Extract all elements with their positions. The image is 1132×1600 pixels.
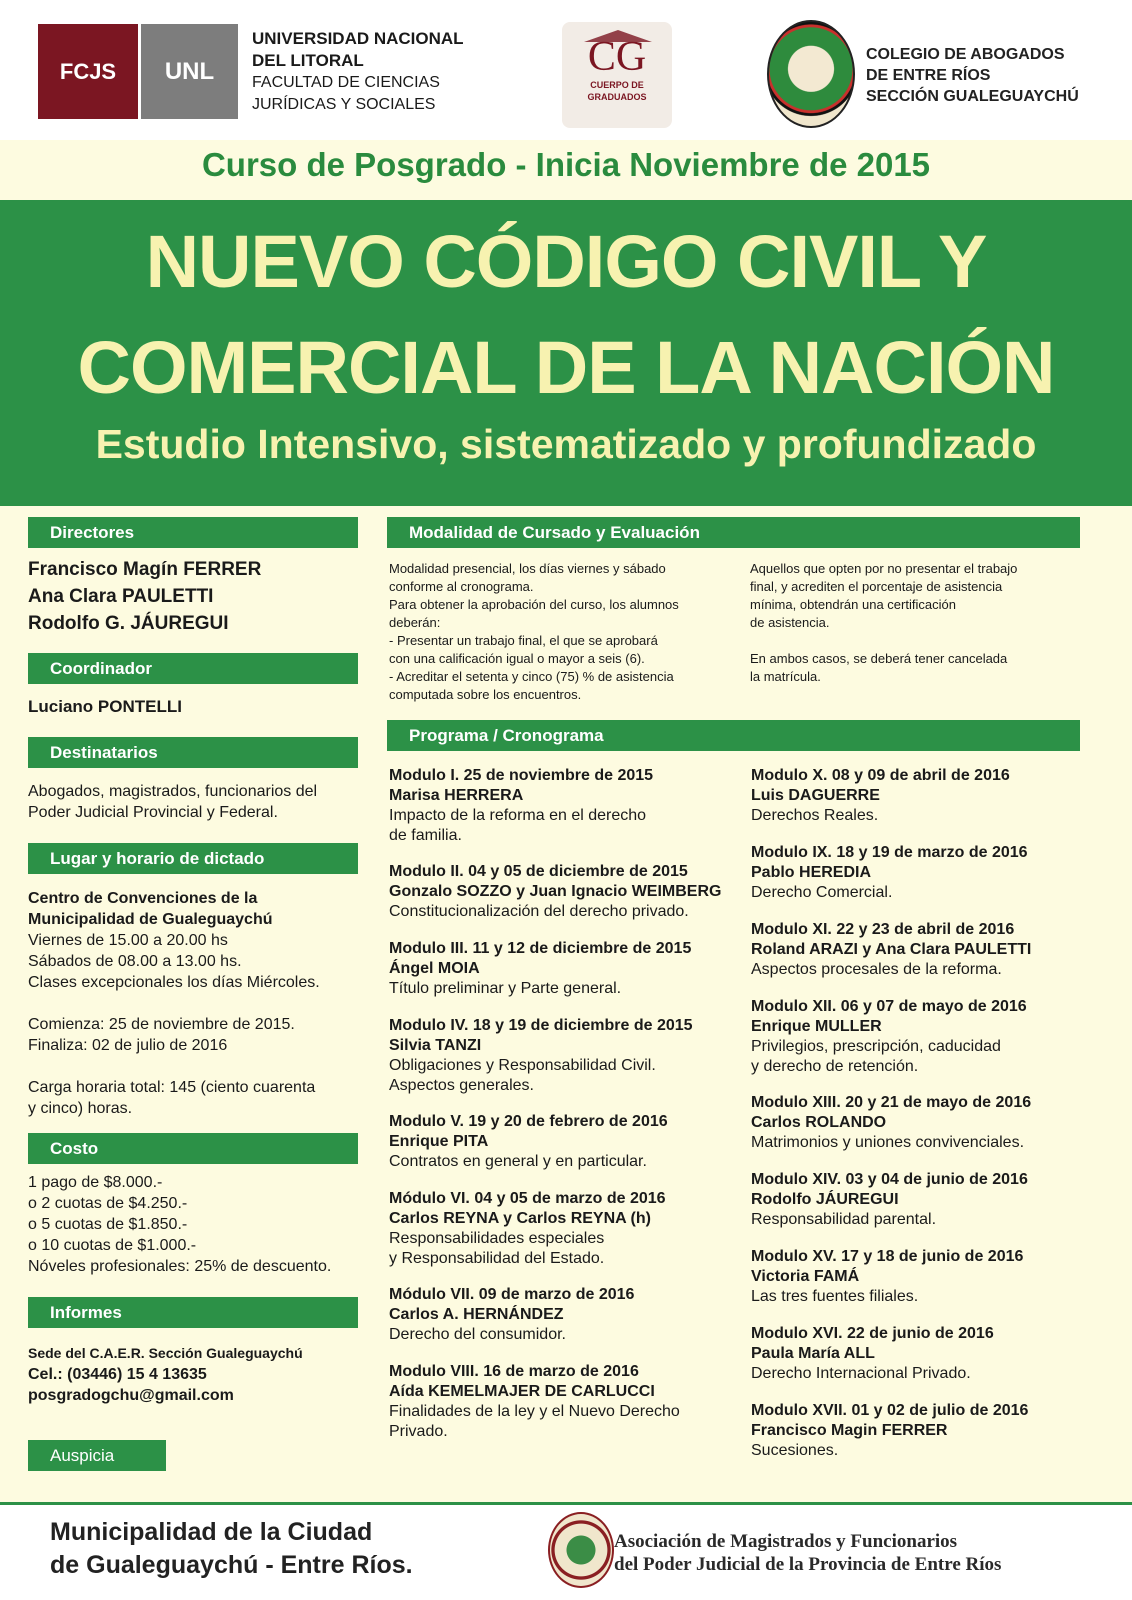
- university-name: [252, 28, 464, 116]
- end-date: Finaliza: 02 de julio de 2016: [28, 1037, 228, 1054]
- module-block: [751, 766, 1111, 826]
- module-block: [389, 939, 749, 999]
- module-desc: y derecho de retención.: [751, 1058, 919, 1075]
- modalidad-line: Modalidad presencial, los días viernes y sábado: [389, 561, 666, 576]
- destinatarios-text: [28, 781, 317, 823]
- title-subtitle: Estudio Intensivo, sistematizado y profundizado: [95, 421, 1037, 467]
- unl-logo: [141, 24, 238, 119]
- schedule-line: Clases excepcionales los días Miércoles.: [28, 974, 320, 991]
- module-desc: Derecho Internacional Privado.: [751, 1365, 971, 1382]
- title-line-2: COMERCIAL DE LA NACIÓN: [77, 326, 1055, 409]
- modalidad-line: Para obtener la aprobación del curso, los alumnos: [389, 597, 679, 612]
- informes-heading: Informes: [28, 1297, 358, 1328]
- municipalidad-name: [50, 1516, 413, 1582]
- module-block: [389, 862, 749, 922]
- module-desc: Responsabilidades especiales: [389, 1230, 605, 1247]
- director-name: Francisco Magín FERRER: [28, 559, 262, 580]
- faculty-line: JURÍDICAS Y SOCIALES: [252, 96, 436, 113]
- modalidad-line: Aquellos que opten por no presentar el trabajo: [750, 561, 1018, 576]
- module-title: Modulo XVI. 22 de junio de 2016: [751, 1325, 994, 1342]
- cuerpo-graduados-logo: [562, 22, 672, 128]
- fcjs-logo-text: FCJS: [59, 58, 117, 84]
- destinatarios-line: Abogados, magistrados, funcionarios del: [28, 783, 318, 800]
- module-block: [751, 1324, 1111, 1384]
- module-title: Modulo XVII. 01 y 02 de julio de 2016: [751, 1402, 1029, 1419]
- module-title: Modulo I. 25 de noviembre de 2015: [389, 767, 654, 784]
- module-professor: Gonzalo SOZZO y Juan Ignacio WEIMBERG: [389, 883, 722, 900]
- module-title: Modulo XIV. 03 y 04 de junio de 2016: [751, 1171, 1028, 1188]
- coordinador-heading: Coordinador: [28, 653, 358, 684]
- destinatarios-line: Poder Judicial Provincial y Federal.: [28, 804, 278, 821]
- module-desc: Derecho del consumidor.: [389, 1326, 566, 1343]
- place-line: Centro de Convenciones de la: [28, 890, 258, 907]
- colegio-name: [866, 44, 1079, 107]
- modalidad-left-text: [389, 560, 734, 704]
- module-block: [751, 843, 1111, 903]
- faculty-line: FACULTAD DE CIENCIAS: [252, 74, 440, 91]
- modalidad-line: - Acreditar el setenta y cinco (75) % de asistencia: [389, 669, 674, 684]
- module-title: Modulo XI. 22 y 23 de abril de 2016: [751, 921, 1015, 938]
- module-professor: Pablo HEREDIA: [751, 864, 872, 881]
- lugar-text: [28, 888, 320, 1119]
- module-title: Módulo VI. 04 y 05 de marzo de 2016: [389, 1190, 666, 1207]
- module-title: Modulo IX. 18 y 19 de marzo de 2016: [751, 844, 1028, 861]
- module-desc: Matrimonios y uniones convivenciales.: [751, 1134, 1025, 1151]
- asociacion-seal-icon: [548, 1512, 614, 1588]
- module-professor: Marisa HERRERA: [389, 787, 524, 804]
- module-professor: Ángel MOIA: [389, 960, 480, 977]
- module-title: Modulo IV. 18 y 19 de diciembre de 2015: [389, 1017, 693, 1034]
- module-desc: Obligaciones y Responsabilidad Civil.: [389, 1057, 656, 1074]
- module-title: Modulo V. 19 y 20 de febrero de 2016: [389, 1113, 668, 1130]
- modalidad-line: conforme al cronograma.: [389, 579, 534, 594]
- informes-text: [28, 1343, 303, 1406]
- cost-line: o 2 cuotas de $4.250.-: [28, 1195, 188, 1212]
- module-professor: Carlos REYNA y Carlos REYNA (h): [389, 1210, 651, 1227]
- modalidad-line: final, y acrediten el porcentaje de asistencia: [750, 579, 1003, 594]
- module-desc: Constitucionalización del derecho privado.: [389, 903, 689, 920]
- modalidad-line: mínima, obtendrán una certificación: [750, 597, 956, 612]
- cost-line: o 10 cuotas de $1.000.-: [28, 1237, 197, 1254]
- module-desc: Privilegios, prescripción, caducidad: [751, 1038, 1001, 1055]
- module-desc: Título preliminar y Parte general.: [389, 980, 622, 997]
- modalidad-line: - Presentar un trabajo final, el que se aprobará: [389, 633, 658, 648]
- modalidad-line: la matrícula.: [750, 669, 821, 684]
- cost-line: 1 pago de $8.000.-: [28, 1174, 163, 1191]
- modalidad-line: de asistencia.: [750, 615, 830, 630]
- asoc-line: del Poder Judicial de la Provincia de Entre Ríos: [614, 1554, 1002, 1575]
- module-professor: Rodolfo JÁUREGUI: [751, 1191, 899, 1208]
- module-title: Modulo VIII. 16 de marzo de 2016: [389, 1363, 639, 1380]
- module-block: [389, 1362, 749, 1442]
- colegio-line: SECCIÓN GUALEGUAYCHÚ: [866, 88, 1079, 105]
- module-desc: Finalidades de la ley y el Nuevo Derecho: [389, 1403, 680, 1420]
- fcjs-logo: [38, 24, 138, 119]
- asoc-line: Asociación de Magistrados y Funcionarios: [614, 1531, 958, 1552]
- module-professor: Enrique MULLER: [751, 1018, 882, 1035]
- module-block: [751, 920, 1111, 980]
- module-desc: Sucesiones.: [751, 1442, 839, 1459]
- start-date: Comienza: 25 de noviembre de 2015.: [28, 1016, 295, 1033]
- cg-sub-line: GRADUADOS: [587, 92, 647, 102]
- director-name: Rodolfo G. JÁUREGUI: [28, 613, 229, 634]
- module-title: Modulo XIII. 20 y 21 de mayo de 2016: [751, 1094, 1032, 1111]
- lugar-heading: Lugar y horario de dictado: [28, 843, 358, 874]
- modalidad-line: En ambos casos, se deberá tener cancelada: [750, 651, 1008, 666]
- module-desc: Derechos Reales.: [751, 807, 879, 824]
- costo-text: [28, 1172, 331, 1277]
- auspicia-heading: Auspicia: [28, 1440, 166, 1471]
- asociacion-name: [614, 1530, 1001, 1576]
- university-line: DEL LITORAL: [252, 51, 364, 70]
- schedule-line: Viernes de 15.00 a 20.00 hs: [28, 932, 228, 949]
- cost-line: Nóveles profesionales: 25% de descuento.: [28, 1258, 332, 1275]
- module-desc: Derecho Comercial.: [751, 884, 893, 901]
- module-block: [751, 1247, 1111, 1307]
- module-block: [389, 766, 749, 846]
- module-desc: y Responsabilidad del Estado.: [389, 1250, 605, 1267]
- muni-line: de Gualeguaychú - Entre Ríos.: [50, 1551, 413, 1579]
- programa-heading: Programa / Cronograma: [387, 720, 1080, 751]
- destinatarios-heading: Destinatarios: [28, 737, 358, 768]
- modalidad-heading: Modalidad de Cursado y Evaluación: [387, 517, 1080, 548]
- place-line: Municipalidad de Gualeguaychú: [28, 911, 273, 928]
- module-desc: Contratos en general y en particular.: [389, 1153, 647, 1170]
- module-professor: Carlos A. HERNÁNDEZ: [389, 1306, 564, 1323]
- module-professor: Francisco Magin FERRER: [751, 1422, 948, 1439]
- university-line: UNIVERSIDAD NACIONAL: [252, 29, 464, 48]
- module-block: [751, 997, 1111, 1077]
- title-block: [0, 200, 1132, 506]
- hours-line: y cinco) horas.: [28, 1100, 133, 1117]
- module-block: [389, 1285, 749, 1345]
- module-title: Modulo II. 04 y 05 de diciembre de 2015: [389, 863, 688, 880]
- cg-letters: CG: [587, 34, 647, 80]
- cg-sub-line: CUERPO DE: [590, 80, 644, 90]
- directores-list: [28, 556, 261, 637]
- module-block: [389, 1016, 749, 1096]
- logo-header: [0, 0, 1132, 140]
- module-block: [751, 1401, 1111, 1461]
- module-professor: Carlos ROLANDO: [751, 1114, 887, 1131]
- module-block: [751, 1093, 1111, 1153]
- sede-line: Sede del C.A.E.R. Sección Gualeguaychú: [28, 1345, 303, 1361]
- module-desc: Aspectos procesales de la reforma.: [751, 961, 1002, 978]
- course-line: Curso de Posgrado - Inicia Noviembre de 2015: [201, 146, 931, 183]
- module-desc: Aspectos generales.: [389, 1077, 534, 1094]
- module-professor: Silvia TANZI: [389, 1037, 482, 1054]
- director-name: Ana Clara PAULETTI: [28, 586, 214, 607]
- directores-heading: Directores: [28, 517, 358, 548]
- module-professor: Enrique PITA: [389, 1133, 489, 1150]
- colegio-line: DE ENTRE RÍOS: [866, 67, 991, 84]
- module-block: [389, 1112, 749, 1172]
- hours-line: Carga horaria total: 145 (ciento cuarenta: [28, 1079, 316, 1096]
- module-desc: Responsabilidad parental.: [751, 1211, 937, 1228]
- phone-line: Cel.: (03446) 15 4 13635: [28, 1366, 207, 1383]
- module-professor: Luis DAGUERRE: [751, 787, 880, 804]
- module-desc: de familia.: [389, 827, 462, 844]
- unl-logo-text: UNL: [164, 57, 215, 85]
- muni-line: Municipalidad de la Ciudad: [50, 1518, 373, 1546]
- module-block: [389, 1189, 749, 1269]
- coordinador-name: Luciano PONTELLI: [28, 697, 182, 716]
- modalidad-line: deberán:: [389, 615, 441, 630]
- title-line-1: NUEVO CÓDIGO CIVIL Y: [145, 220, 987, 303]
- modalidad-line: con una calificación igual o mayor a seis (6).: [389, 651, 645, 666]
- modalidad-right-text: [750, 560, 1080, 686]
- module-professor: Victoria FAMÁ: [751, 1268, 860, 1285]
- module-desc: Las tres fuentes filiales.: [751, 1288, 919, 1305]
- module-desc: Privado.: [389, 1423, 448, 1440]
- module-professor: Aída KEMELMAJER DE CARLUCCI: [389, 1383, 655, 1400]
- module-block: [751, 1170, 1111, 1230]
- colegio-line: COLEGIO DE ABOGADOS: [866, 46, 1065, 63]
- module-professor: Paula María ALL: [751, 1345, 875, 1362]
- module-title: Modulo III. 11 y 12 de diciembre de 2015: [389, 940, 692, 957]
- module-title: Módulo VII. 09 de marzo de 2016: [389, 1286, 635, 1303]
- module-desc: Impacto de la reforma en el derecho: [389, 807, 647, 824]
- module-professor: Roland ARAZI y Ana Clara PAULETTI: [751, 941, 1032, 958]
- colegio-seal-icon: [767, 20, 855, 128]
- roof-icon: [584, 30, 652, 42]
- email-link[interactable]: posgradogchu@gmail.com: [28, 1387, 234, 1404]
- module-title: Modulo XII. 06 y 07 de mayo de 2016: [751, 998, 1027, 1015]
- modalidad-line: computada sobre los encuentros.: [389, 687, 582, 702]
- schedule-line: Sábados de 08.00 a 13.00 hs.: [28, 953, 242, 970]
- costo-heading: Costo: [28, 1133, 358, 1164]
- cost-line: o 5 cuotas de $1.850.-: [28, 1216, 188, 1233]
- module-title: Modulo X. 08 y 09 de abril de 2016: [751, 767, 1010, 784]
- module-title: Modulo XV. 17 y 18 de junio de 2016: [751, 1248, 1024, 1265]
